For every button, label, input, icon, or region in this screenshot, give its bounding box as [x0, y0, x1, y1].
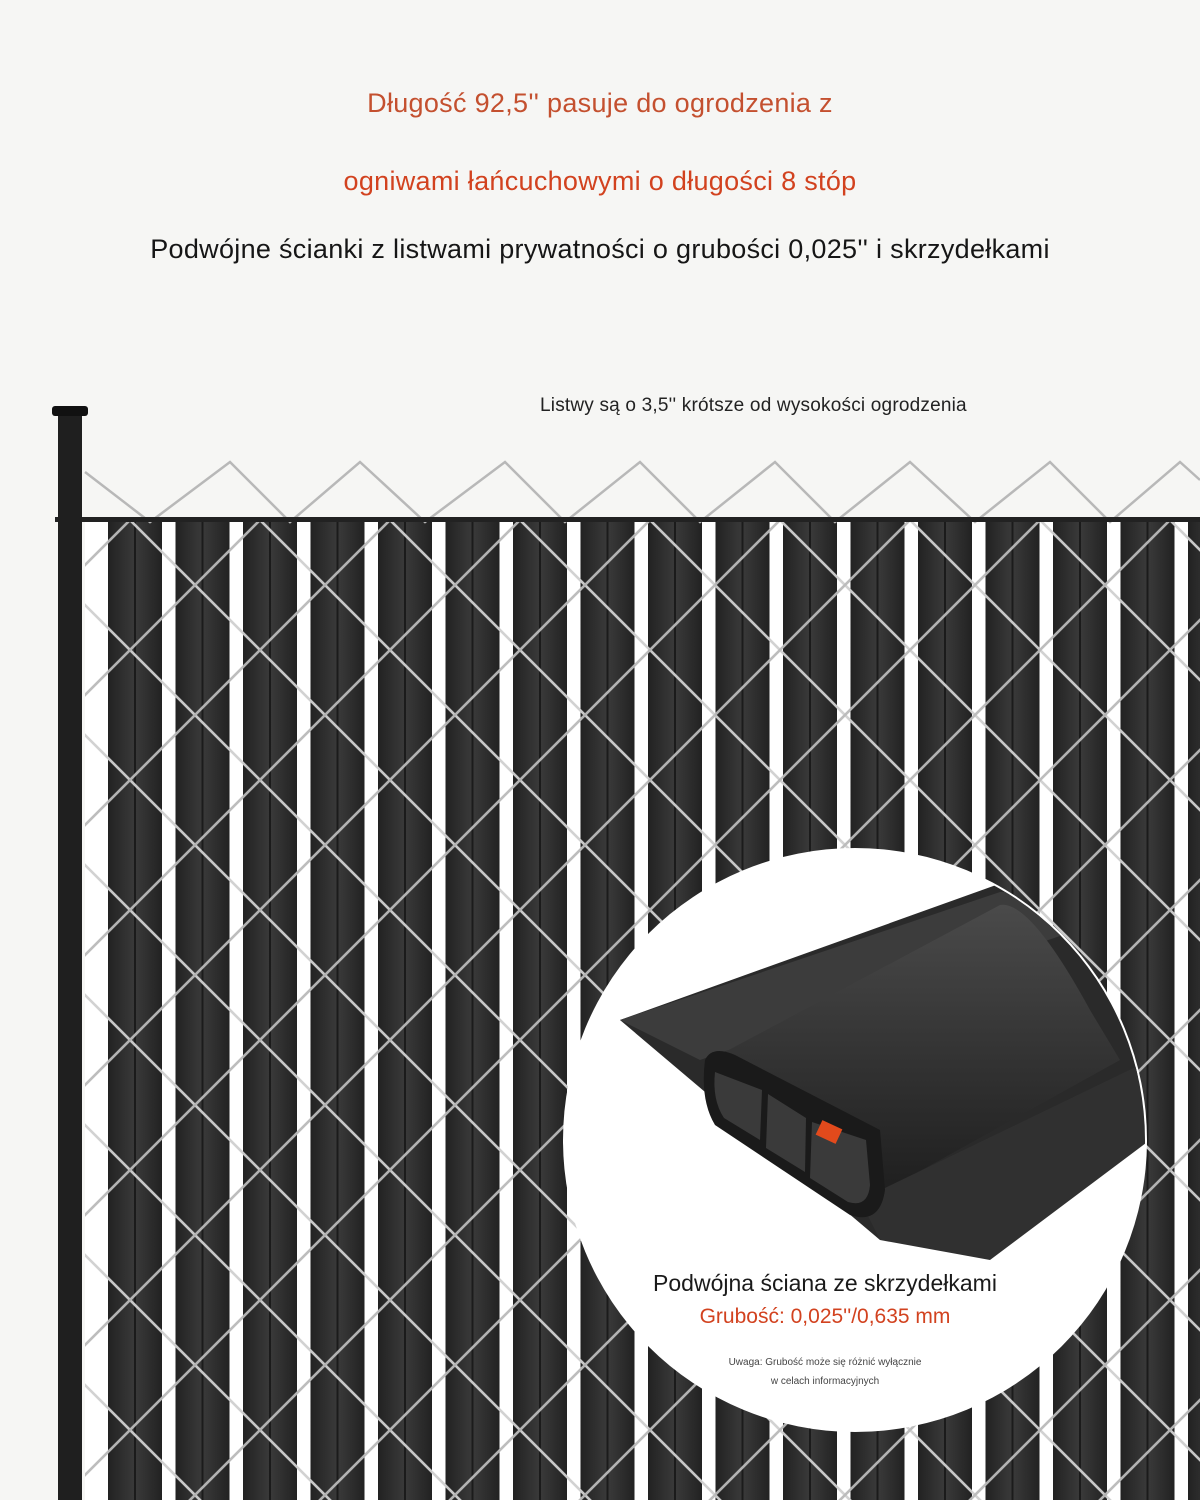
headline-line-1: Długość 92,5'' pasuje do ogrodzenia z — [367, 88, 833, 118]
fence-post — [58, 412, 82, 1500]
headline-line-2: ogniwami łańcuchowymi o długości 8 stóp — [343, 166, 857, 196]
callout-note-line-1: Uwaga: Grubość może się różnić wyłącznie — [728, 1357, 922, 1368]
post-cap — [52, 406, 88, 416]
fence-height-note: Listwy są o 3,5'' krótsze od wysokości ogrodzenia — [540, 395, 967, 416]
top-rail — [55, 517, 1200, 522]
top-wire-zigzag — [85, 462, 1200, 522]
headline-line-3: Podwójne ścianki z listwami prywatności o grubości 0,025'' i skrzydełkami — [150, 234, 1050, 264]
callout-title: Podwójna ściana ze skrzydełkami — [653, 1270, 997, 1296]
callout-thickness: Grubość: 0,025''/0,635 mm — [699, 1305, 951, 1328]
callout-note-line-2: w celach informacyjnych — [770, 1376, 880, 1387]
